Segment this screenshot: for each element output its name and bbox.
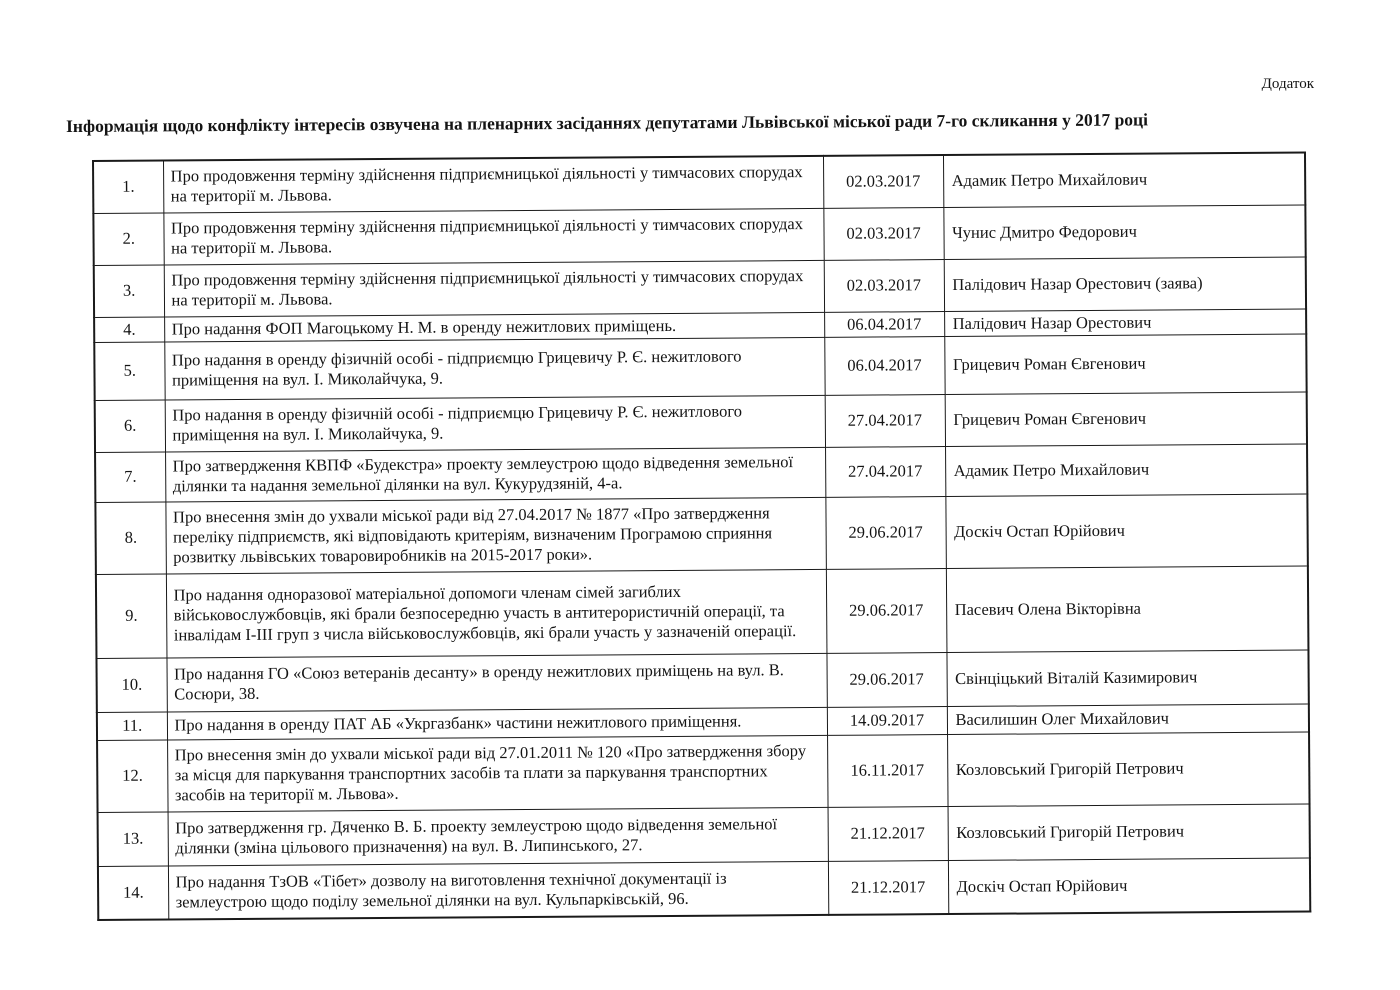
- row-number: 9.: [96, 573, 167, 657]
- row-date: 14.09.2017: [827, 706, 947, 735]
- row-date: 02.03.2017: [823, 155, 943, 208]
- row-deputy: Козловський Григорій Петрович: [947, 732, 1309, 807]
- row-deputy: Палідович Назар Орестович (заява): [944, 257, 1306, 312]
- row-subject: Про продовження терміну здійснення підприємницької діяльності у тимчасових спорудах на території м. Львова.: [164, 260, 824, 317]
- table-row: [94, 257, 1306, 317]
- row-subject: Про надання в оренду ПАТ АБ «Укргазбанк» частини нежитлового приміщення.: [167, 707, 827, 740]
- row-number: 8.: [95, 501, 166, 573]
- row-date: 06.04.2017: [824, 311, 944, 337]
- row-deputy: Козловський Григорій Петрович: [948, 804, 1310, 861]
- row-deputy: Доскіч Остап Юрійович: [948, 858, 1310, 915]
- document-title: Інформація щодо конфлікту інтересів озвучена на пленарних засіданнях депутатами Львівської міської ради 7-го скликання у 2017 році: [66, 109, 1149, 136]
- table-row: [93, 153, 1305, 213]
- row-deputy: Грицевич Роман Євгенович: [945, 392, 1307, 447]
- row-deputy: Свінціцький Віталій Казимирович: [946, 650, 1308, 707]
- row-deputy: Грицевич Роман Євгенович: [944, 334, 1306, 395]
- row-deputy: Палідович Назар Орестович: [944, 309, 1306, 337]
- row-deputy: Адамик Петро Михайлович: [943, 153, 1305, 208]
- row-date: 02.03.2017: [824, 259, 944, 312]
- conflict-of-interest-table: [92, 152, 1311, 921]
- row-number: 12.: [97, 739, 168, 811]
- row-deputy: Чунис Дмитро Федорович: [943, 205, 1305, 260]
- row-date: 21.12.2017: [828, 860, 948, 915]
- row-number: 11.: [97, 711, 167, 739]
- row-number: 14.: [98, 865, 168, 919]
- row-subject: Про надання в оренду фізичній особі - підприємцю Грицевичу Р. Є. нежитлового приміщення на вул. І. Миколайчука, 9.: [164, 337, 824, 400]
- annex-label: Додаток: [1261, 76, 1314, 92]
- row-number: 4.: [94, 317, 164, 342]
- table-row: [95, 392, 1307, 452]
- row-deputy: Адамик Петро Михайлович: [945, 444, 1307, 497]
- table-row: [95, 444, 1307, 502]
- row-date: 29.06.2017: [826, 568, 947, 653]
- row-subject: Про надання ГО «Союз ветеранів десанту» в оренду нежитлових приміщень на вул. В. Сосюри, 38.: [166, 653, 826, 712]
- row-number: 2.: [93, 213, 163, 265]
- row-number: 3.: [94, 265, 164, 317]
- row-number: 6.: [95, 399, 165, 451]
- row-date: 27.04.2017: [825, 394, 945, 447]
- row-date: 27.04.2017: [825, 446, 945, 497]
- table-row: [93, 205, 1305, 265]
- row-number: 13.: [98, 811, 168, 865]
- row-subject: Про внесення змін до ухвали міської ради від 27.01.2011 № 120 «Про затвердження збору за місця для паркування транспортних засобів та плати за паркування транспортних засобів на території м. Львова».: [167, 735, 827, 812]
- table-body: [93, 153, 1310, 920]
- row-subject: Про продовження терміну здійснення підприємницької діяльності у тимчасових спорудах на території м. Львова.: [163, 208, 823, 265]
- row-number: 7.: [95, 451, 165, 501]
- row-date: 16.11.2017: [827, 734, 947, 807]
- row-date: 02.03.2017: [823, 207, 943, 260]
- row-number: 5.: [94, 341, 164, 399]
- row-subject: Про надання ТзОВ «Тібет» дозволу на виготовлення технічної документації із землеустрою щодо поділу земельної ділянки на вул. Кульпарківській, 96.: [168, 861, 828, 920]
- row-subject: Про затвердження гр. Дяченко В. Б. проекту землеустрою щодо відведення земельної ділянки (зміна цільового призначення) на вул. В. Липинського, 27.: [168, 807, 828, 866]
- row-number: 10.: [96, 657, 166, 711]
- row-subject: Про надання ФОП Магоцькому Н. М. в оренду нежитлових приміщень.: [164, 312, 824, 342]
- row-subject: Про надання одноразової матеріальної допомоги членам сімей загиблих військовослужбовців, які брали безпосередню участь в антитерористичній операції, та інвалідам І-ІІІ груп з числа військовослужбовців, які брали участь у зазначеній операції.: [166, 569, 827, 658]
- row-subject: Про надання в оренду фізичній особі - підприємцю Грицевичу Р. Є. нежитлового приміщення на вул. І. Миколайчука, 9.: [165, 395, 825, 452]
- row-date: 21.12.2017: [828, 806, 948, 861]
- row-number: 1.: [93, 161, 163, 213]
- row-subject: Про затвердження КВПФ «Будекстра» проекту землеустрою щодо відведення земельної ділянки та надання земельної ділянки на вул. Кукурудзяній, 4-а.: [165, 447, 825, 502]
- row-subject: Про продовження терміну здійснення підприємницької діяльності у тимчасових спорудах на території м. Львова.: [163, 156, 823, 213]
- row-date: 29.06.2017: [826, 652, 946, 707]
- table-row: [96, 650, 1308, 712]
- row-date: 29.06.2017: [825, 496, 945, 569]
- row-deputy: Доскіч Остап Юрійович: [945, 494, 1307, 569]
- table-row: [97, 732, 1309, 812]
- conflict-of-interest-table-wrapper: [92, 152, 1309, 921]
- table-row: [98, 804, 1310, 866]
- table-row: [94, 334, 1306, 400]
- row-deputy: Василишин Олег Михайлович: [947, 704, 1309, 735]
- table-row: [95, 494, 1307, 574]
- row-date: 06.04.2017: [824, 336, 944, 395]
- table-row: [98, 858, 1310, 920]
- row-deputy: Пасевич Олена Вікторівна: [946, 566, 1309, 653]
- table-row: [96, 566, 1309, 658]
- row-subject: Про внесення змін до ухвали міської ради від 27.04.2017 № 1877 «Про затвердження переліку підприємств, які відповідають критеріям, визначеним Програмою сприяння розвитку львівських товаровиробників на 2015-2017 роки».: [165, 497, 825, 574]
